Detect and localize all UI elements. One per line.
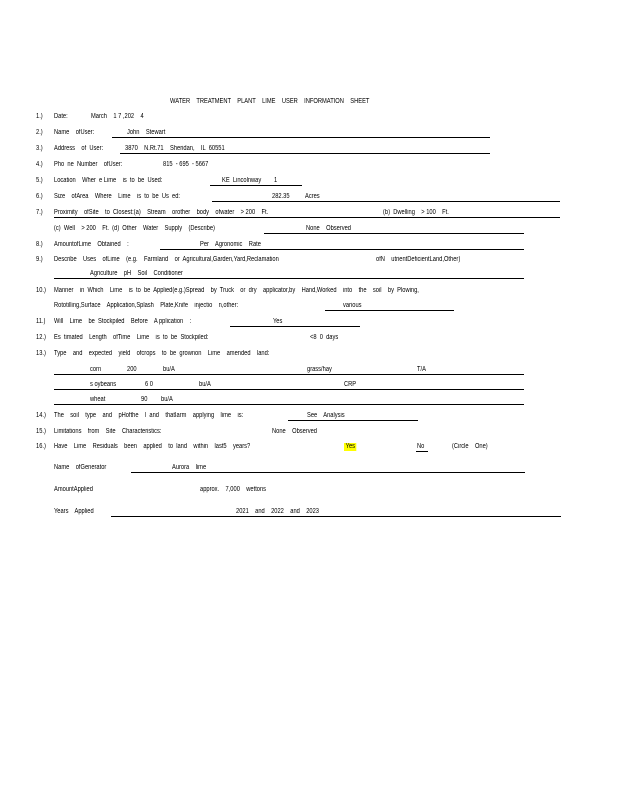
crop-name: wheat	[90, 396, 106, 403]
item-number: 9.)	[36, 256, 43, 263]
item-number: 14.)	[36, 412, 46, 419]
crop-line	[54, 374, 524, 375]
item-number: 3.)	[36, 145, 43, 152]
address-line	[120, 153, 490, 154]
limitations-value: None Observed	[272, 428, 317, 435]
limitations-label: Limitations from Site Characteristics:	[54, 428, 162, 435]
item-number: 1.)	[36, 113, 43, 120]
describe-value: Agriculture pH Soil Conditioner	[90, 270, 183, 277]
amount-applied-label: AmountApplied	[54, 486, 93, 493]
size-value: 282.35	[272, 193, 290, 200]
soil-label: The soil type and pHofthe l and thatIarm applying lime is:	[54, 412, 244, 419]
item-number: 15.)	[36, 428, 46, 435]
item-number: 5.)	[36, 177, 43, 184]
name-value: John Stewart	[127, 129, 166, 136]
address-value: 3870 N.Rt.71 Sheridan, IL 60551	[125, 145, 225, 152]
crop-name: s oybeans	[90, 381, 117, 388]
crop-yield: 90	[141, 396, 148, 403]
item-number: 7.)	[36, 209, 43, 216]
residuals-yes[interactable]: Yes	[345, 443, 356, 450]
crop-unit-2: T/A	[417, 366, 426, 373]
address-label: Address of User:	[54, 145, 104, 152]
item-number: 8.)	[36, 241, 43, 248]
years-applied-line	[111, 516, 561, 517]
date-value: March 1 7 ,202 4	[91, 113, 144, 120]
name-line	[112, 137, 490, 138]
proximity-dwelling: (b) Dwelling > 100 Ft.	[383, 209, 449, 216]
manner-label: Manner in Which Lime is to be Applied(e.g.)Spread by Truck or dry applicator,by Hand,Worked into the soil by Plowing,	[54, 287, 419, 294]
crop-yield: 200	[127, 366, 137, 373]
crop-unit: bu/A	[163, 366, 175, 373]
amount-applied-value: approx. 7,000 wettons	[200, 486, 267, 493]
residuals-no[interactable]: No	[417, 443, 425, 450]
item-number: 2.)	[36, 129, 43, 136]
residuals-circle: (Circle One)	[452, 443, 488, 450]
length-label: Es timated Length ofTime Lime is to be Stockpiled:	[54, 334, 209, 341]
date-label: Date:	[54, 113, 68, 120]
item-number: 11.)	[36, 318, 46, 325]
residuals-label: Have Lime Residuals been applied to land within last5 years?	[54, 443, 251, 450]
soil-line	[288, 420, 418, 421]
describe-label-b: ofN utrientDeficientLand,Other)	[376, 256, 461, 263]
size-label: Size ofArea Where Lime is to be Us ed:	[54, 193, 181, 200]
item-number: 12.)	[36, 334, 46, 341]
crop-yield: 6 0	[145, 381, 153, 388]
crop-name: corn	[90, 366, 102, 373]
location-line	[210, 185, 302, 186]
amount-label: AmountofLime Obtained :	[54, 241, 129, 248]
stockpile-label: Will Lime be Stockpiled Before A pplication :	[54, 318, 192, 325]
stockpile-line	[230, 326, 360, 327]
item-number: 10.)	[36, 287, 46, 294]
describe-line	[54, 278, 524, 279]
item-number: 4.)	[36, 161, 43, 168]
location-label: Location Wher e Lime is to be Used:	[54, 177, 163, 184]
length-value: <8 0 days	[310, 334, 339, 341]
proximity-line	[54, 217, 560, 218]
years-applied-value: 2021 and 2022 and 2023	[236, 508, 319, 515]
amount-line	[160, 249, 524, 250]
location-value: KE Lincolnway 1	[222, 177, 278, 184]
crop-line	[54, 404, 524, 405]
generator-name-line	[131, 472, 525, 473]
item-number: 6.)	[36, 193, 43, 200]
proximity-label: Proximity ofSite to Closest:(a) Stream orother body ofwater > 200 Ft.	[54, 209, 269, 216]
crops-label: Type and expected yield ofcrops to be grownon Lime amended land:	[54, 350, 270, 357]
page-title: WATER TREATMENT PLANT LIME USER INFORMATION SHEET	[170, 98, 370, 105]
generator-name-value: Aurora lime	[172, 464, 207, 471]
generator-name-label: Name ofGenerator	[54, 464, 107, 471]
item-number: 13.)	[36, 350, 46, 357]
crop-name-2: grass/hay	[307, 366, 332, 373]
stockpile-value: Yes	[273, 318, 283, 325]
manner-value: various	[343, 302, 362, 309]
years-applied-label: Years Applied	[54, 508, 94, 515]
phone-value: 815 - 695 - 5667	[163, 161, 209, 168]
manner-line	[325, 310, 454, 311]
size-unit: Acres	[305, 193, 320, 200]
phone-label: Pho ne Number ofUser:	[54, 161, 123, 168]
crop-unit: bu/A	[199, 381, 211, 388]
proximity-describe-line	[264, 233, 524, 234]
proximity-well: (c) Well > 200 Ft. (d) Other Water Supply (Describe)	[54, 225, 215, 232]
amount-value: Per Agronomic Rate	[200, 241, 261, 248]
describe-label: Describe Uses ofLime (e.g. Farmland or Agricultural,Garden,Yard,Reclamation	[54, 256, 279, 263]
size-line	[212, 201, 560, 202]
soil-value: See Analysis	[307, 412, 345, 419]
manner-label-2: Rototilling,Surface Application,Splash Plate,Knife injectio n,other:	[54, 302, 239, 309]
item-number: 16.)	[36, 443, 46, 450]
crop-line	[54, 389, 524, 390]
residuals-no-underline	[416, 451, 428, 452]
name-label: Name ofUser:	[54, 129, 95, 136]
crop-unit: bu/A	[161, 396, 173, 403]
proximity-value: None Observed	[306, 225, 351, 232]
crop-name-2: CRP	[344, 381, 357, 388]
